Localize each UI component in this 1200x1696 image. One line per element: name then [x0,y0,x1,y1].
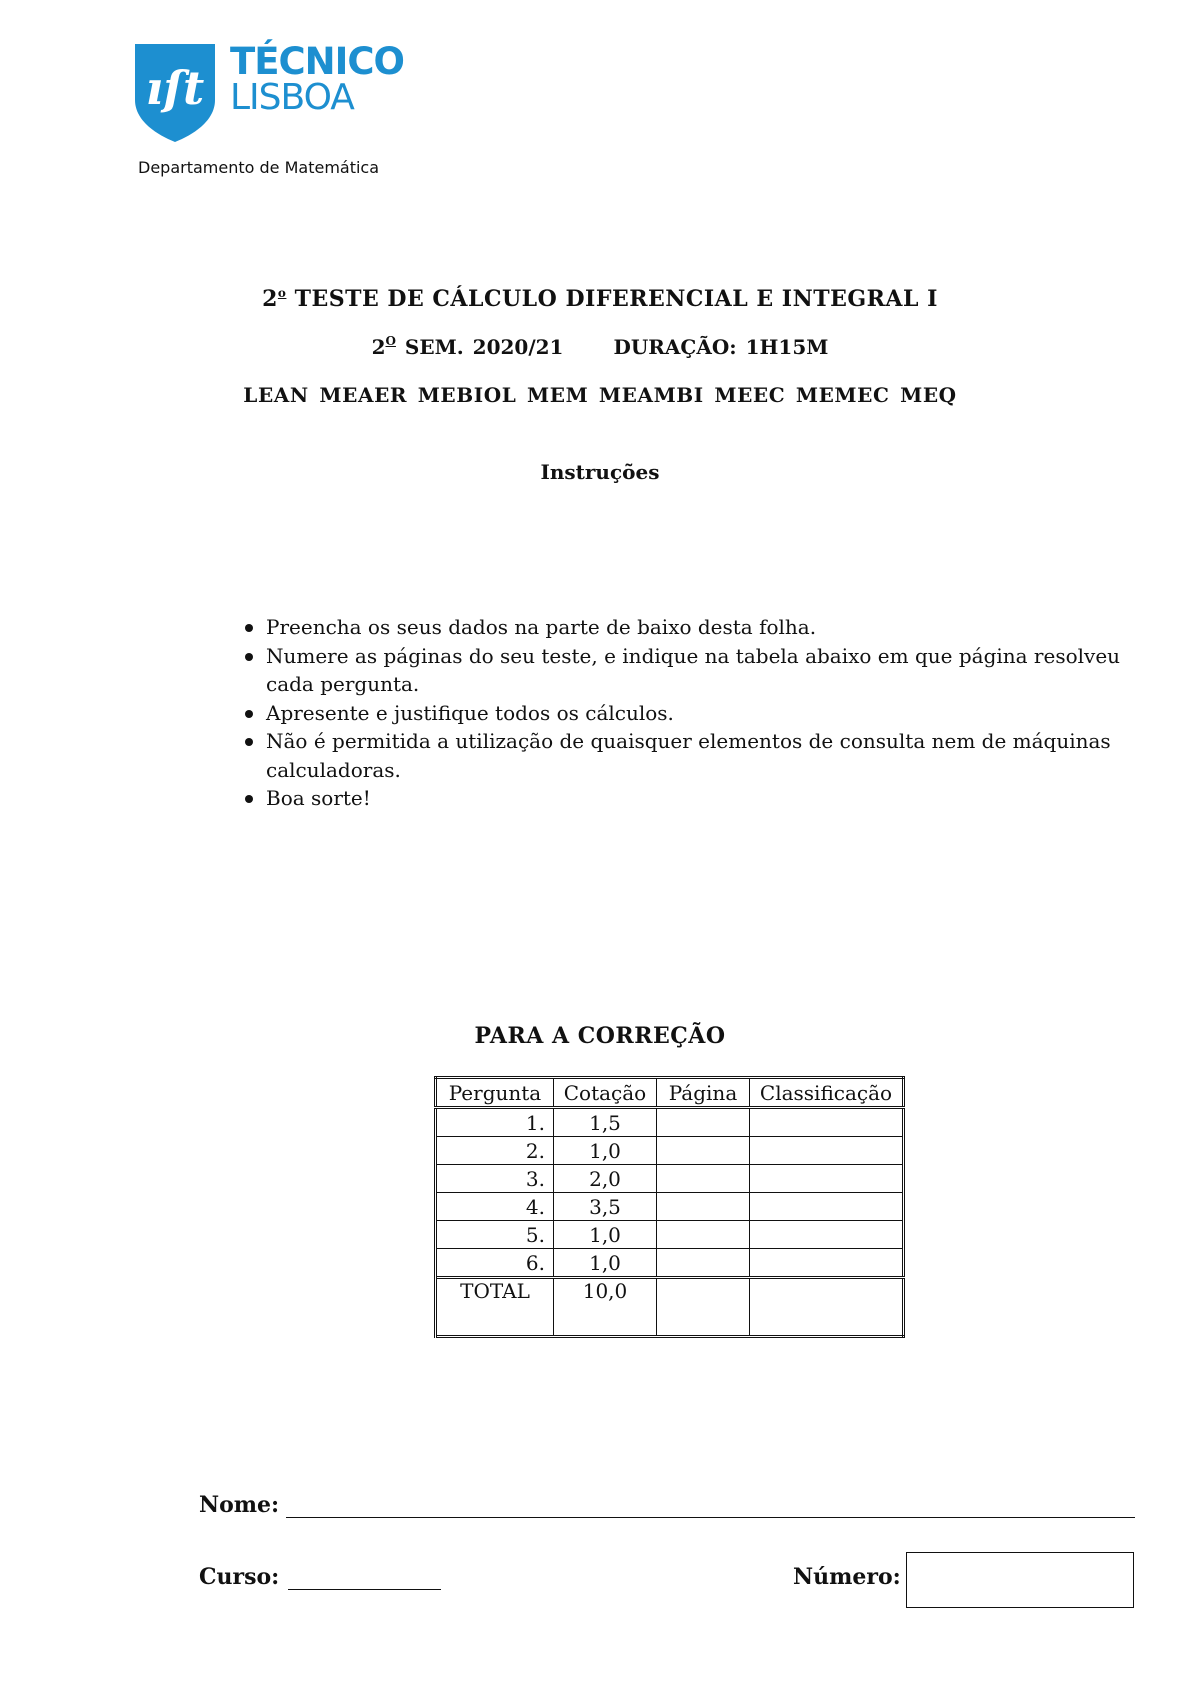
cell-classificacao[interactable] [750,1221,904,1249]
cell-classificacao[interactable] [750,1108,904,1137]
cell-pagina[interactable] [657,1249,750,1278]
instruction-item: Não é permitida a utilização de quaisquer elementos de consulta nem de máquinas calculadoras. [244,727,1134,784]
table-row [436,1165,904,1193]
cell-pagina[interactable] [657,1137,750,1165]
cell-pagina[interactable] [657,1165,750,1193]
cell-pergunta: 3. [436,1165,554,1193]
title-text: TESTE DE CÁLCULO DIFERENCIAL E INTEGRAL I [294,286,938,312]
column-header-cotacao: Cotação [554,1078,657,1108]
cell-pagina[interactable] [657,1193,750,1221]
total-label: TOTAL [436,1278,554,1337]
cell-pagina[interactable] [657,1221,750,1249]
total-value: 10,0 [554,1278,657,1337]
grading-table [434,1076,905,1338]
semester-text: SEM. 2020/21 [404,335,564,359]
duration-text: DURAÇÃO: 1H15M [613,335,829,359]
institution-logo-text [230,40,405,118]
exam-semester-duration [0,334,1200,359]
table-row [436,1249,904,1278]
instruction-item: Apresente e justifique todos os cálculos. [244,699,1134,728]
title-ordinal-suffix: o [277,286,287,300]
cell-pergunta: 1. [436,1108,554,1137]
logo-line-1: TÉCNICO [230,40,405,83]
cell-cotacao: 1,5 [554,1108,657,1137]
table-row [436,1137,904,1165]
instructions-heading: Instruções [540,460,660,484]
cell-cotacao: 3,5 [554,1193,657,1221]
ist-shield-logo [133,42,217,142]
cell-pagina[interactable] [657,1108,750,1137]
semester-ordinal: 2 [371,335,386,359]
cell-pergunta: 6. [436,1249,554,1278]
cell-cotacao: 1,0 [554,1137,657,1165]
cell-pergunta: 4. [436,1193,554,1221]
instruction-item: Numere as páginas do seu teste, e indique na tabela abaixo em que página resolveu cada pergunta. [244,642,1134,699]
cell-cotacao: 1,0 [554,1249,657,1278]
department-name: Departamento de Matemática [138,158,380,177]
exam-title [0,286,1200,312]
total-pagina-cell[interactable] [657,1278,750,1337]
svg-text:ıſt: ıſt [145,61,205,115]
title-ordinal: 2 [262,286,278,312]
name-label: Nome: [199,1492,280,1518]
cell-classificacao[interactable] [750,1165,904,1193]
cell-classificacao[interactable] [750,1249,904,1278]
cell-cotacao: 2,0 [554,1165,657,1193]
table-header-row [436,1078,904,1108]
course-field[interactable] [288,1589,441,1590]
logo-line-2: LISBOA [230,77,354,118]
table-row [436,1221,904,1249]
column-header-pagina: Página [657,1078,750,1108]
cell-pergunta: 5. [436,1221,554,1249]
instruction-item: Preencha os seus dados na parte de baixo desta folha. [244,613,1134,642]
instructions-list [244,613,1134,813]
correction-heading: PARA A CORREÇÃO [474,1023,726,1049]
cell-classificacao[interactable] [750,1193,904,1221]
table-row [436,1193,904,1221]
total-classificacao-cell[interactable] [750,1278,904,1337]
course-label: Curso: [199,1564,280,1590]
instruction-item: Boa sorte! [244,784,1134,813]
exam-courses: LEAN MEAER MEBIOL MEM MEAMBI MEEC MEMEC MEQ [243,383,957,407]
table-row [436,1108,904,1137]
name-field[interactable] [286,1517,1135,1518]
cell-classificacao[interactable] [750,1137,904,1165]
number-label: Número: [793,1564,901,1590]
number-field[interactable] [906,1552,1134,1608]
column-header-classificacao: Classificação [750,1078,904,1108]
cell-cotacao: 1,0 [554,1221,657,1249]
cell-pergunta: 2. [436,1137,554,1165]
table-total-row [436,1278,904,1337]
column-header-pergunta: Pergunta [436,1078,554,1108]
semester-ordinal-suffix: O [385,334,396,348]
